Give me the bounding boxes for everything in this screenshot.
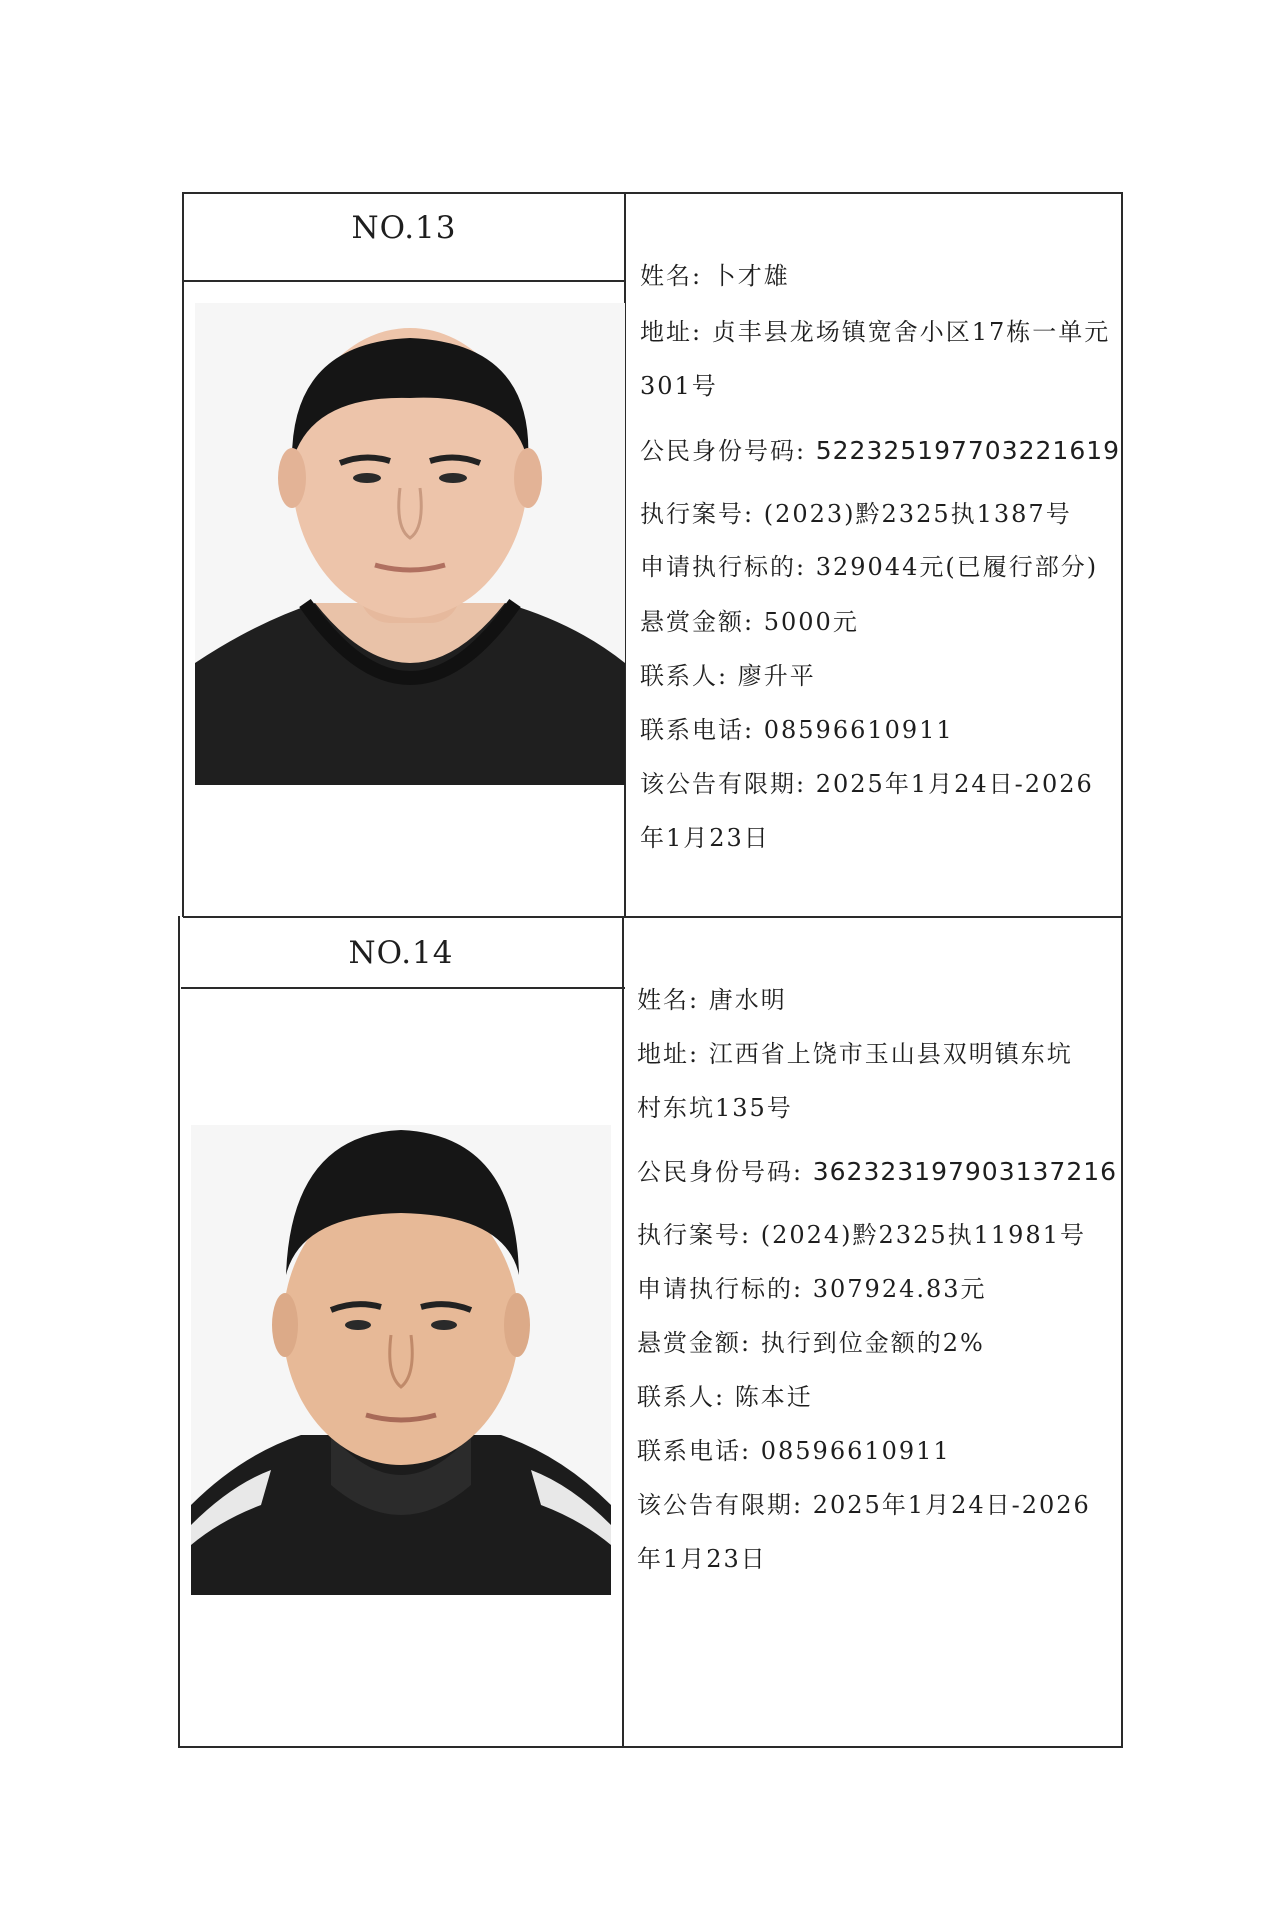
- case-row: [640, 494, 1072, 529]
- phone-number: 08596610911: [760, 1437, 951, 1465]
- phone-row: [640, 710, 954, 745]
- portrait-icon: [195, 303, 625, 785]
- case-row: [637, 1215, 1086, 1250]
- phone-row: [637, 1431, 951, 1466]
- address-line-1: 贞丰县龙场镇宽舍小区17栋一单元: [711, 318, 1111, 346]
- table-row-divider: [183, 916, 1123, 918]
- record-details: [637, 980, 1117, 1580]
- validity-period: 2025年1月24日-2026: [815, 770, 1094, 798]
- validity-row: [640, 764, 1094, 799]
- table-border-left-lower: [178, 916, 180, 1748]
- address-line-2: 村东坑135号: [637, 1094, 793, 1122]
- contact-row: [640, 656, 816, 691]
- table-column-divider-lower: [622, 916, 624, 1748]
- name-row: [637, 980, 787, 1015]
- record-number: NO.13: [351, 210, 457, 246]
- reward-value: 5000元: [763, 608, 859, 636]
- reward-row: [637, 1323, 985, 1358]
- amount-row: [637, 1269, 987, 1304]
- phone-number: 08596610911: [763, 716, 954, 744]
- validity-period: 2025年1月24日-2026: [812, 1491, 1091, 1519]
- case-label: 执行案号:: [637, 1221, 752, 1249]
- case-number: (2024)黔2325执11981号: [760, 1221, 1086, 1249]
- reward-row: [640, 602, 859, 637]
- row-14-number-divider: [181, 987, 625, 989]
- reward-value: 执行到位金额的2%: [760, 1329, 985, 1357]
- contact-label: 联系人:: [637, 1383, 726, 1411]
- person-name: 卜才雄: [711, 262, 790, 290]
- id-number: 522325197703221619: [815, 436, 1121, 465]
- contact-name: 廖升平: [737, 662, 816, 690]
- record-details: [640, 256, 1121, 856]
- address-line-1: 江西省上饶市玉山县双明镇东坑: [708, 1040, 1073, 1068]
- id-label: 公民身份号码:: [637, 1158, 804, 1186]
- validity-line-2: 年1月23日: [640, 824, 770, 852]
- address-label: 地址:: [637, 1040, 700, 1068]
- amount-label: 申请执行标的:: [637, 1275, 804, 1303]
- amount-label: 申请执行标的:: [640, 553, 807, 581]
- validity-label: 该公告有限期:: [637, 1491, 804, 1519]
- record-number: NO.14: [348, 935, 454, 971]
- phone-label: 联系电话:: [637, 1437, 752, 1465]
- reward-label: 悬赏金额:: [640, 608, 755, 636]
- id-row: [637, 1152, 1117, 1187]
- id-number: 362323197903137216: [812, 1157, 1118, 1186]
- row-13-number-divider: [183, 280, 625, 282]
- phone-label: 联系电话:: [640, 716, 755, 744]
- table-border-bottom: [178, 1746, 1123, 1748]
- table-border-left: [182, 192, 184, 917]
- table-border-right: [1121, 192, 1123, 1748]
- address-line-2: 301号: [640, 372, 718, 400]
- address-row: [637, 1034, 1073, 1069]
- id-label: 公民身份号码:: [640, 437, 807, 465]
- case-number: (2023)黔2325执1387号: [763, 500, 1072, 528]
- name-label: 姓名:: [637, 986, 700, 1014]
- validity-label: 该公告有限期:: [640, 770, 807, 798]
- contact-label: 联系人:: [640, 662, 729, 690]
- validity-line-2: 年1月23日: [637, 1545, 767, 1573]
- id-row: [640, 431, 1120, 466]
- amount-value: 329044元(已履行部分): [815, 553, 1099, 581]
- name-row: [640, 256, 790, 291]
- address-row: [640, 312, 1110, 347]
- contact-name: 陈本迁: [734, 1383, 813, 1411]
- contact-row: [637, 1377, 813, 1412]
- amount-row: [640, 547, 1098, 582]
- portrait-icon: [191, 1125, 611, 1595]
- validity-row: [637, 1485, 1091, 1520]
- table-border-top: [183, 192, 1123, 194]
- reward-label: 悬赏金额:: [637, 1329, 752, 1357]
- portrait-photo: [191, 1125, 611, 1595]
- address-label: 地址:: [640, 318, 703, 346]
- person-name: 唐水明: [708, 986, 787, 1014]
- case-label: 执行案号:: [640, 500, 755, 528]
- amount-value: 307924.83元: [812, 1275, 987, 1303]
- name-label: 姓名:: [640, 262, 703, 290]
- portrait-photo: [195, 303, 625, 785]
